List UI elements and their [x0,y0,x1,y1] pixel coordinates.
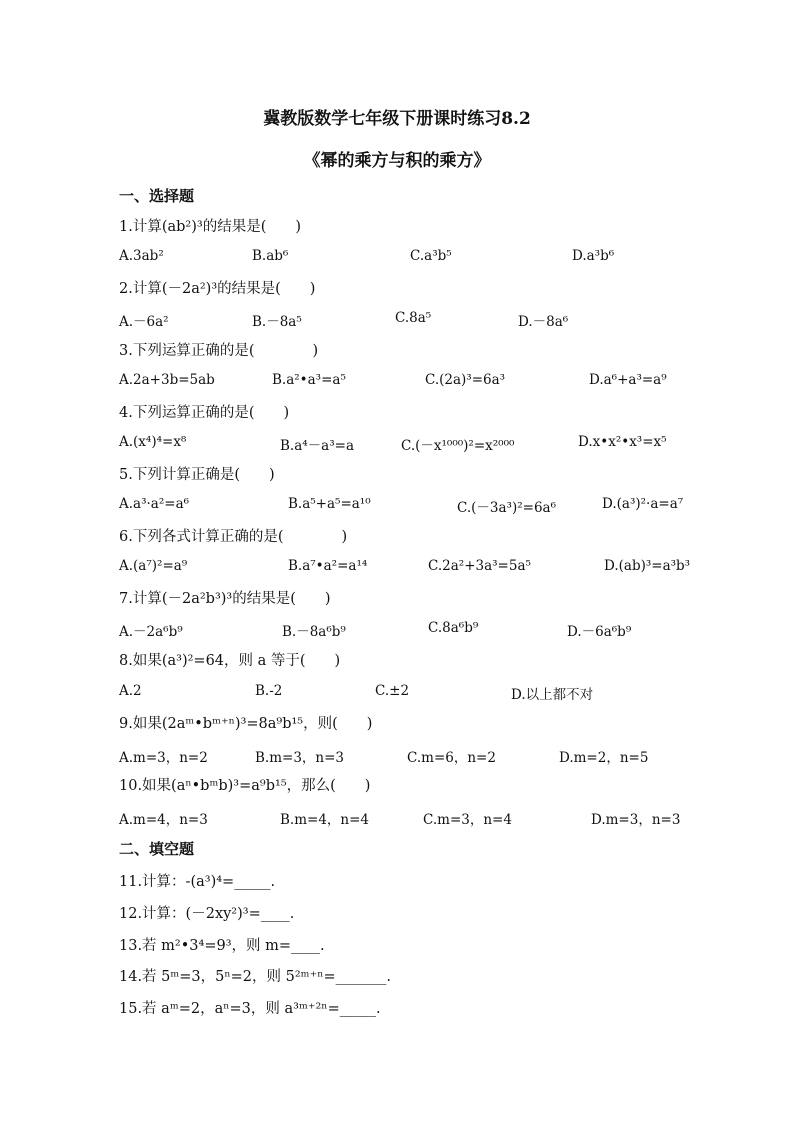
option-d: D.(ab)³=a³b³ [604,558,691,574]
question-stem: 3.下列运算正确的是( ) [119,343,319,359]
question-stem: 7.计算(－2a²b³)³的结果是( ) [119,591,331,607]
option-c: C.m=3，n=4 [423,812,512,828]
option-c: C.8a⁵ [395,310,432,326]
option-c: C.2a²+3a³=5a⁵ [428,558,531,574]
option-a: A.(a⁷)²=a⁹ [119,558,188,574]
question-stem: 8.如果(a³)²=64，则 a 等于( ) [119,653,341,669]
option-a: A.－6a² [119,314,169,330]
question-stem: 5.下列计算正确是( ) [119,467,275,483]
option-a: A.2 [119,683,142,699]
question-stem: 10.如果(aⁿ•bᵐb)³=a⁹b¹⁵，那么( ) [119,778,371,794]
question-stem: 4.下列运算正确的是( ) [119,405,290,421]
question-stem: 9.如果(2aᵐ•bᵐ⁺ⁿ)³=8a⁹b¹⁵，则( ) [119,716,373,732]
option-a: A.3ab² [119,248,164,264]
option-b: B.m=3，n=3 [255,750,345,766]
option-b: B.ab⁶ [252,248,289,264]
option-d: D.－8a⁶ [518,314,569,330]
option-c: C.(2a)³=6a³ [425,372,506,388]
option-b: B.m=4，n=4 [280,812,370,828]
option-b: B.-2 [255,683,283,699]
option-b: B.a²•a³=a⁵ [272,372,346,388]
option-d: D.(a³)²·a=a⁷ [602,496,684,512]
option-d: D.a³b⁶ [572,248,615,264]
option-d: D.m=2，n=5 [559,750,649,766]
option-a: A.m=3，n=2 [119,750,208,766]
fill-question: 14.若 5ᵐ=3，5ⁿ=2，则 5²ᵐ⁺ⁿ=_______. [119,969,392,985]
option-a: A.2a+3b=5ab [119,372,215,388]
option-c: C.m=6，n=2 [407,750,496,766]
option-b: B.a⁵+a⁵=a¹⁰ [288,496,371,512]
option-b: B.a⁷•a²=a¹⁴ [288,558,368,574]
question-stem: 6.下列各式计算正确的是( ) [119,529,348,545]
question-stem: 1.计算(ab²)³的结果是( ) [119,219,302,235]
fill-question: 11.计算：-(a³)⁴=_____. [119,874,276,890]
fill-question: 12.计算：(－2xy²)³=____. [119,906,295,922]
option-a: A.m=4，n=3 [119,812,208,828]
option-a: A.(x⁴)⁴=x⁸ [119,434,187,450]
option-c: C.a³b⁵ [410,248,452,264]
option-d: D.以上都不对 [511,687,594,703]
option-d: D.x•x²•x³=x⁵ [578,434,667,450]
option-a: A.a³·a²=a⁶ [119,496,190,512]
option-c: C.8a⁶b⁹ [428,620,479,636]
fill-question: 13.若 m²•3⁴=9³，则 m=____. [119,938,325,954]
option-c: C.(－3a³)²=6a⁶ [457,500,556,516]
option-d: D.－6a⁶b⁹ [567,624,632,640]
fill-question: 15.若 aᵐ=2，aⁿ=3，则 a³ᵐ⁺²ⁿ=_____. [119,1001,381,1017]
question-stem: 2.计算(－2a²)³的结果是( ) [119,281,316,297]
option-c: C.(－x¹⁰⁰⁰)²=x²⁰⁰⁰ [401,438,515,454]
section-heading-fill: 二、填空题 [119,840,195,858]
document-subtitle: 《幂的乘方与积的乘方》 [303,151,491,171]
option-a: A.－2a⁶b⁹ [119,624,183,640]
option-c: C.±2 [375,683,410,699]
option-b: B.－8a⁵ [252,314,302,330]
option-b: B.a⁴－a³=a [280,438,354,454]
option-d: D.m=3，n=3 [591,812,681,828]
section-heading-choice: 一、选择题 [119,187,195,205]
option-d: D.a⁶+a³=a⁹ [589,372,667,388]
option-b: B.－8a⁶b⁹ [282,624,346,640]
document-title: 冀教版数学七年级下册课时练习8.2 [263,109,531,129]
